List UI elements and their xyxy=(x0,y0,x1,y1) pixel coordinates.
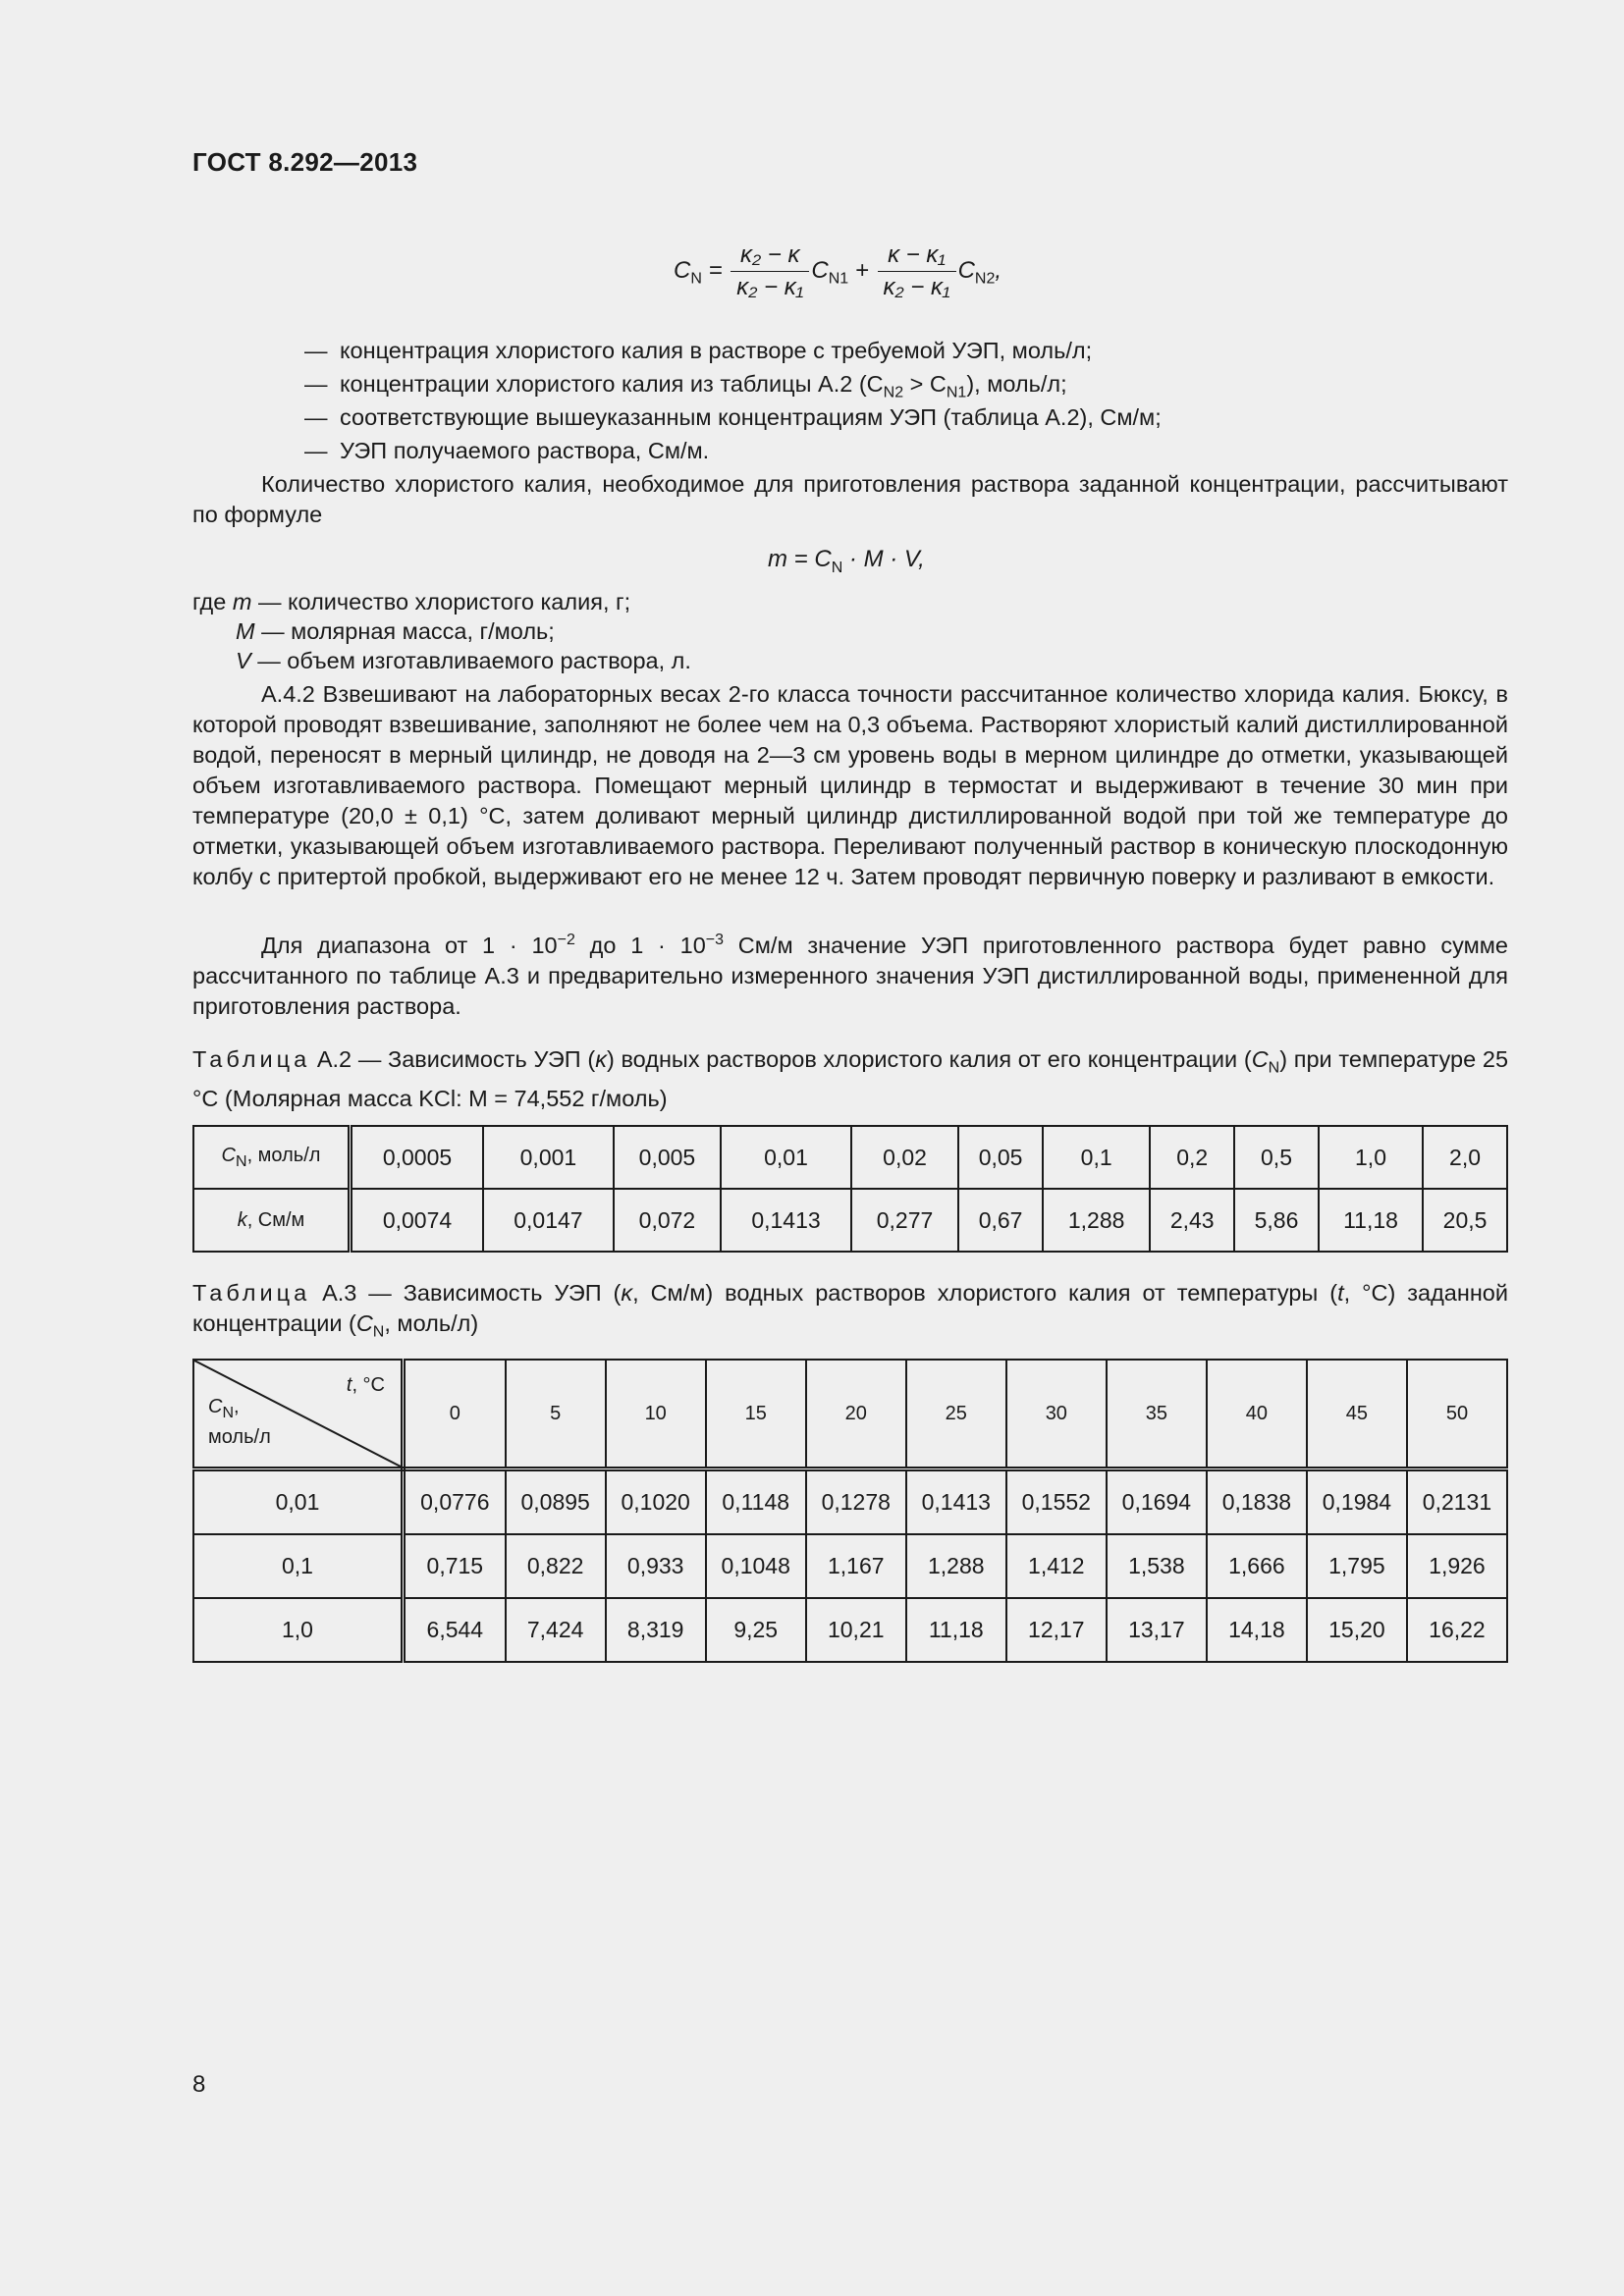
page-header: ГОСТ 8.292—2013 xyxy=(192,147,418,177)
table-cell: 1,0 xyxy=(1319,1126,1423,1189)
table-cell: 2,0 xyxy=(1423,1126,1507,1189)
table-cell: 12,17 xyxy=(1006,1598,1107,1662)
table-cell: 8,319 xyxy=(606,1598,706,1662)
table-row xyxy=(193,1598,1507,1662)
table-cell: 1,412 xyxy=(1006,1534,1107,1598)
table-cell: 0,1838 xyxy=(1207,1469,1307,1535)
table-cell: 1,167 xyxy=(806,1534,906,1598)
table-cell: 1,926 xyxy=(1407,1534,1507,1598)
table-cell: 0,5 xyxy=(1234,1126,1319,1189)
table-cell: 0,001 xyxy=(483,1126,614,1189)
table-header-cell: 20 xyxy=(806,1360,906,1469)
table-cell: 0,0074 xyxy=(351,1189,484,1252)
corner-concentration-label: $C_N$, моль/л xyxy=(208,1396,271,1448)
table-cell: 0,0776 xyxy=(404,1469,506,1535)
table-cell: 0,005 xyxy=(614,1126,721,1189)
formula-mass-sub: N xyxy=(831,559,843,576)
equals-sign: = xyxy=(708,256,723,284)
formula-concentration xyxy=(674,241,1001,301)
definition-dash: — xyxy=(304,338,328,363)
formula-mass-rhs: · M · V, xyxy=(842,546,925,572)
table-a2-caption: Таблица А.2 — Зависимость УЭП (κ) водных растворов хлористого калия от его концентрации $(C_N)$ при температуре 25 °С (Молярная масса KCl: M = 74,552 г/моль) xyxy=(192,1046,1509,1111)
definition-dash: — xyxy=(304,438,328,463)
table-header-row xyxy=(193,1360,1507,1469)
table-row xyxy=(193,1534,1507,1598)
table-cell: 0,67 xyxy=(958,1189,1043,1252)
fraction-1 xyxy=(731,241,809,301)
table-cell: 0,1148 xyxy=(706,1469,806,1535)
table-header-cell: 40 xyxy=(1207,1360,1307,1469)
fraction-1-denominator: κ₂ − κ₁ xyxy=(736,274,804,300)
table-row xyxy=(193,1126,1507,1189)
fraction-2-denominator: κ₂ − κ₁ xyxy=(883,274,950,300)
table-row-label: k, См/м xyxy=(193,1189,351,1252)
table-row xyxy=(193,1469,1507,1535)
corner-temperature-label: t, °С xyxy=(346,1374,385,1396)
definition-mass: где m — количество хлористого калия, г; xyxy=(192,589,631,614)
table-cell: 1,288 xyxy=(1043,1189,1150,1252)
table-row xyxy=(193,1189,1507,1252)
table-cell: 11,18 xyxy=(1319,1189,1423,1252)
table-cell: 0,715 xyxy=(404,1534,506,1598)
table-row-label: 0,1 xyxy=(193,1534,404,1598)
fraction-2-numerator: κ − κ₁ xyxy=(878,241,956,272)
table-cell: 0,1413 xyxy=(906,1469,1006,1535)
table-header-cell: 45 xyxy=(1307,1360,1407,1469)
table-cell: 0,1413 xyxy=(721,1189,851,1252)
table-cell: 0,1048 xyxy=(706,1534,806,1598)
table-cell: 5,86 xyxy=(1234,1189,1319,1252)
table-cell: 0,1552 xyxy=(1006,1469,1107,1535)
table-header-cell: 10 xyxy=(606,1360,706,1469)
table-cell: 0,05 xyxy=(958,1126,1043,1189)
table-cell: 0,1020 xyxy=(606,1469,706,1535)
table-header-cell: 30 xyxy=(1006,1360,1107,1469)
formula-term-2: C xyxy=(957,256,975,284)
table-cell: 0,933 xyxy=(606,1534,706,1598)
paragraph-mass-calc: Количество хлористого калия, необходимое для приготовления раствора заданной концентрации, рассчитывают по формуле xyxy=(192,471,1508,527)
table-cell: 1,666 xyxy=(1207,1534,1307,1598)
table-cell: 0,2 xyxy=(1150,1126,1234,1189)
table-row-label: $C_N$, моль/л xyxy=(193,1126,351,1189)
formula-term-2-sub: N2 xyxy=(974,270,996,288)
table-cell: 1,538 xyxy=(1107,1534,1207,1598)
table-cell: 16,22 xyxy=(1407,1598,1507,1662)
definition-text: концентрации хлористого калия из таблицы А.2 $(C_{N2} > C_{N1})$, моль/л; xyxy=(340,371,1067,401)
table-header-cell: 5 xyxy=(506,1360,606,1469)
definition-dash: — xyxy=(304,404,328,430)
table-cell: 15,20 xyxy=(1307,1598,1407,1662)
fraction-2 xyxy=(878,241,956,301)
table-cell: 1,795 xyxy=(1307,1534,1407,1598)
table-cell: 13,17 xyxy=(1107,1598,1207,1662)
formula-term-1: C xyxy=(811,256,829,284)
table-cell: 0,1694 xyxy=(1107,1469,1207,1535)
table-header-cell: 25 xyxy=(906,1360,1006,1469)
table-cell: 1,288 xyxy=(906,1534,1006,1598)
formula-lhs: C xyxy=(674,256,691,284)
table-cell: 0,01 xyxy=(721,1126,851,1189)
page-number: 8 xyxy=(192,2071,206,2098)
table-row-label: 1,0 xyxy=(193,1598,404,1662)
table-cell: 9,25 xyxy=(706,1598,806,1662)
formula-mass-lhs: m = C xyxy=(768,546,832,572)
table-cell: 0,1 xyxy=(1043,1126,1150,1189)
table-cell: 0,0147 xyxy=(483,1189,614,1252)
table-cell: 2,43 xyxy=(1150,1189,1234,1252)
table-cell: 0,277 xyxy=(851,1189,958,1252)
table-cell: 7,424 xyxy=(506,1598,606,1662)
table-cell: 0,1984 xyxy=(1307,1469,1407,1535)
table-cell: 10,21 xyxy=(806,1598,906,1662)
fraction-1-numerator: κ₂ − κ xyxy=(731,241,809,272)
formula-lhs-sub: N xyxy=(690,270,702,288)
definition-text: УЭП получаемого раствора, См/м. xyxy=(340,438,710,463)
table-header-cell: 35 xyxy=(1107,1360,1207,1469)
paragraph-a42: А.4.2 Взвешивают на лабораторных весах 2-го класса точности рассчитанное количество хлорида калия. Бюксу, в которой проводят взвешивание, заполняют не более чем на 0,3 объема. Растворяют хлористый калий дистиллированной водой, переносят в мерный цилиндр, не доводя на 2—3 см уровень воды в мерном цилиндре до отметки, указывающей объем изготавливаемого раствора. Помещают мерный цилиндр в термостат и выдерживают в течение 30 мин при температуре (20,0 ± 0,1) °С, затем доливают мерный цилиндр дистиллированной водой при той же температуре до отметки, указывающей объем изготавливаемого раствора. Переливают полученный раствор в коническую плоскодонную колбу с притертой пробкой, выдерживают его не менее 12 ч. Затем проводят первичную поверку и разливают в емкости. xyxy=(192,681,1508,889)
plus-sign: + xyxy=(854,256,869,284)
table-cell: 14,18 xyxy=(1207,1598,1307,1662)
formula-tail: , xyxy=(995,256,1002,284)
table-a3 xyxy=(192,1359,1508,1663)
table-header-cell: 15 xyxy=(706,1360,806,1469)
table-header-cell: 50 xyxy=(1407,1360,1507,1469)
table-cell: 0,1278 xyxy=(806,1469,906,1535)
definition-volume: V — объем изготавливаемого раствора, л. xyxy=(236,648,691,673)
table-header-cell: 0 xyxy=(404,1360,506,1469)
table-cell: 0,0005 xyxy=(351,1126,484,1189)
table-row-label: 0,01 xyxy=(193,1469,404,1535)
definition-molar-mass: M — молярная масса, г/моль; xyxy=(236,618,555,644)
table-cell: 0,822 xyxy=(506,1534,606,1598)
table-cell: 6,544 xyxy=(404,1598,506,1662)
definition-dash: — xyxy=(304,371,328,397)
definition-text: соответствующие вышеуказанным концентрациям УЭП (таблица А.2), См/м; xyxy=(340,404,1162,430)
table-cell: 11,18 xyxy=(906,1598,1006,1662)
table-cell: 0,072 xyxy=(614,1189,721,1252)
table-cell: 0,02 xyxy=(851,1126,958,1189)
definitions-list-1 xyxy=(0,334,1624,471)
table-cell: 0,0895 xyxy=(506,1469,606,1535)
table-cell: 0,2131 xyxy=(1407,1469,1507,1535)
formula-term-1-sub: N1 xyxy=(828,270,849,288)
table-corner-cell xyxy=(193,1360,404,1469)
formula-mass xyxy=(768,546,925,577)
paragraph-range: Для диапазона от $1 \cdot 10^{-2}$ до $1 \cdot 10^{-3}$ См/м значение УЭП приготовленного раствора будет равно сумме рассчитанного по таблице А.3 и предварительно измеренного значения УЭП дистиллированной воды, примененной для приготовления раствора. xyxy=(192,932,1509,1019)
definition-text: концентрация хлористого калия в растворе с требуемой УЭП, моль/л; xyxy=(340,338,1093,363)
table-a3-caption: Таблица А.3 — Зависимость УЭП (κ, См/м) водных растворов хлористого калия от температуры (t, °С) заданной концентрации ($C_N$, моль/л) xyxy=(192,1280,1509,1341)
table-cell: 20,5 xyxy=(1423,1189,1507,1252)
table-a2 xyxy=(192,1125,1508,1253)
